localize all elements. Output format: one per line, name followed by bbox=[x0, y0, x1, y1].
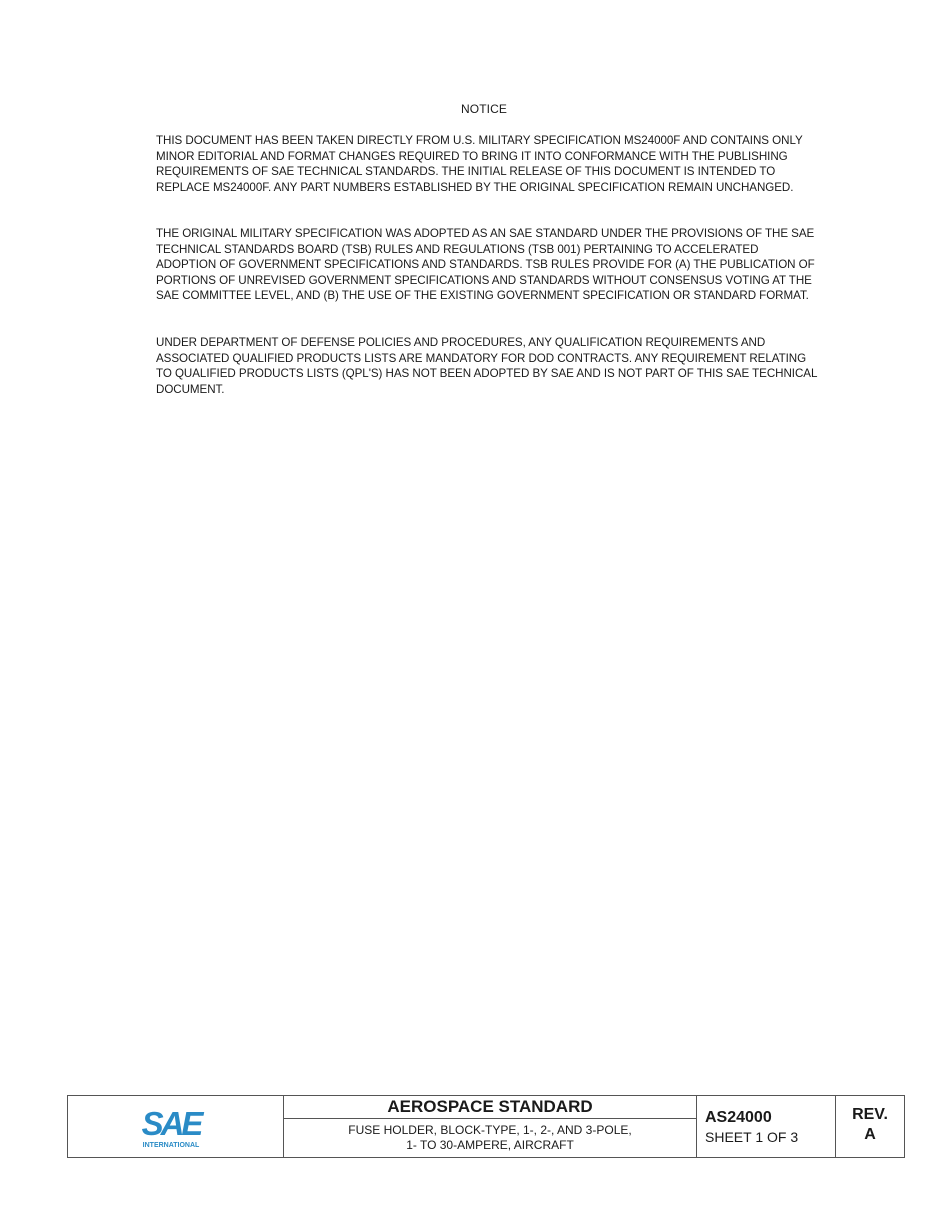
sae-logo bbox=[136, 1105, 206, 1151]
notice-title: NOTICE bbox=[461, 102, 507, 116]
revision-value: A bbox=[864, 1126, 876, 1143]
description-line-1: FUSE HOLDER, BLOCK-TYPE, 1-, 2-, AND 3-POLE, bbox=[348, 1123, 632, 1137]
notice-paragraph-1: THIS DOCUMENT HAS BEEN TAKEN DIRECTLY FROM U.S. MILITARY SPECIFICATION MS24000F AND CONTAINS ONLY MINOR EDITORIAL AND FORMAT CHANGES REQUIRED TO BRING IT INTO CONFORMANCE WITH THE PUBLISHING REQUIREMENTS OF SAE TECHNICAL STANDARDS. THE INITIAL RELEASE OF THIS DOCUMENT IS INTENDED TO REPLACE MS24000F. ANY PART NUMBERS ESTABLISHED BY THE ORIGINAL SPECIFICATION REMAIN UNCHANGED. bbox=[156, 134, 803, 194]
standard-title-cell bbox=[284, 1096, 697, 1157]
document-number: AS24000 bbox=[705, 1109, 772, 1126]
sheet-number: SHEET 1 OF 3 bbox=[705, 1129, 799, 1145]
svg-text:SAE: SAE bbox=[141, 1105, 201, 1142]
standard-type: AEROSPACE STANDARD bbox=[284, 1096, 696, 1119]
revision-cell bbox=[836, 1096, 904, 1157]
notice-paragraph-2: THE ORIGINAL MILITARY SPECIFICATION WAS ADOPTED AS AN SAE STANDARD UNDER THE PROVISIONS OF THE SAE TECHNICAL STANDARDS BOARD (TSB) RULES AND REGULATIONS (TSB 001) PERTAINING TO ACCELERATED ADOPTION OF GOVERNMENT SPECIFICATIONS AND STANDARDS. TSB RULES PROVIDE FOR (A) THE PUBLICATION OF PORTIONS OF UNREVISED GOVERNMENT SPECIFICATIONS AND STANDARDS WITHOUT CONSENSUS VOTING AT THE SAE COMMITTEE LEVEL, AND (B) THE USE OF THE EXISTING GOVERNMENT SPECIFICATION OR STANDARD FORMAT. bbox=[156, 227, 815, 302]
document-number-cell bbox=[697, 1096, 836, 1157]
revision-label: REV. bbox=[852, 1106, 888, 1123]
logo-cell bbox=[68, 1096, 284, 1157]
notice-paragraph-3: UNDER DEPARTMENT OF DEFENSE POLICIES AND PROCEDURES, ANY QUALIFICATION REQUIREMENTS AND ASSOCIATED QUALIFIED PRODUCTS LISTS ARE MANDATORY FOR DOD CONTRACTS. ANY REQUIREMENT RELATING TO QUALIFIED PRODUCTS LISTS (QPL'S) HAS NOT BEEN ADOPTED BY SAE AND IS NOT PART OF THIS SAE TECHNICAL DOCUMENT. bbox=[156, 336, 817, 396]
title-block bbox=[67, 1095, 905, 1158]
description-line-2: 1- TO 30-AMPERE, AIRCRAFT bbox=[406, 1138, 574, 1152]
svg-text:INTERNATIONAL: INTERNATIONAL bbox=[142, 1142, 200, 1149]
standard-description bbox=[284, 1123, 696, 1153]
